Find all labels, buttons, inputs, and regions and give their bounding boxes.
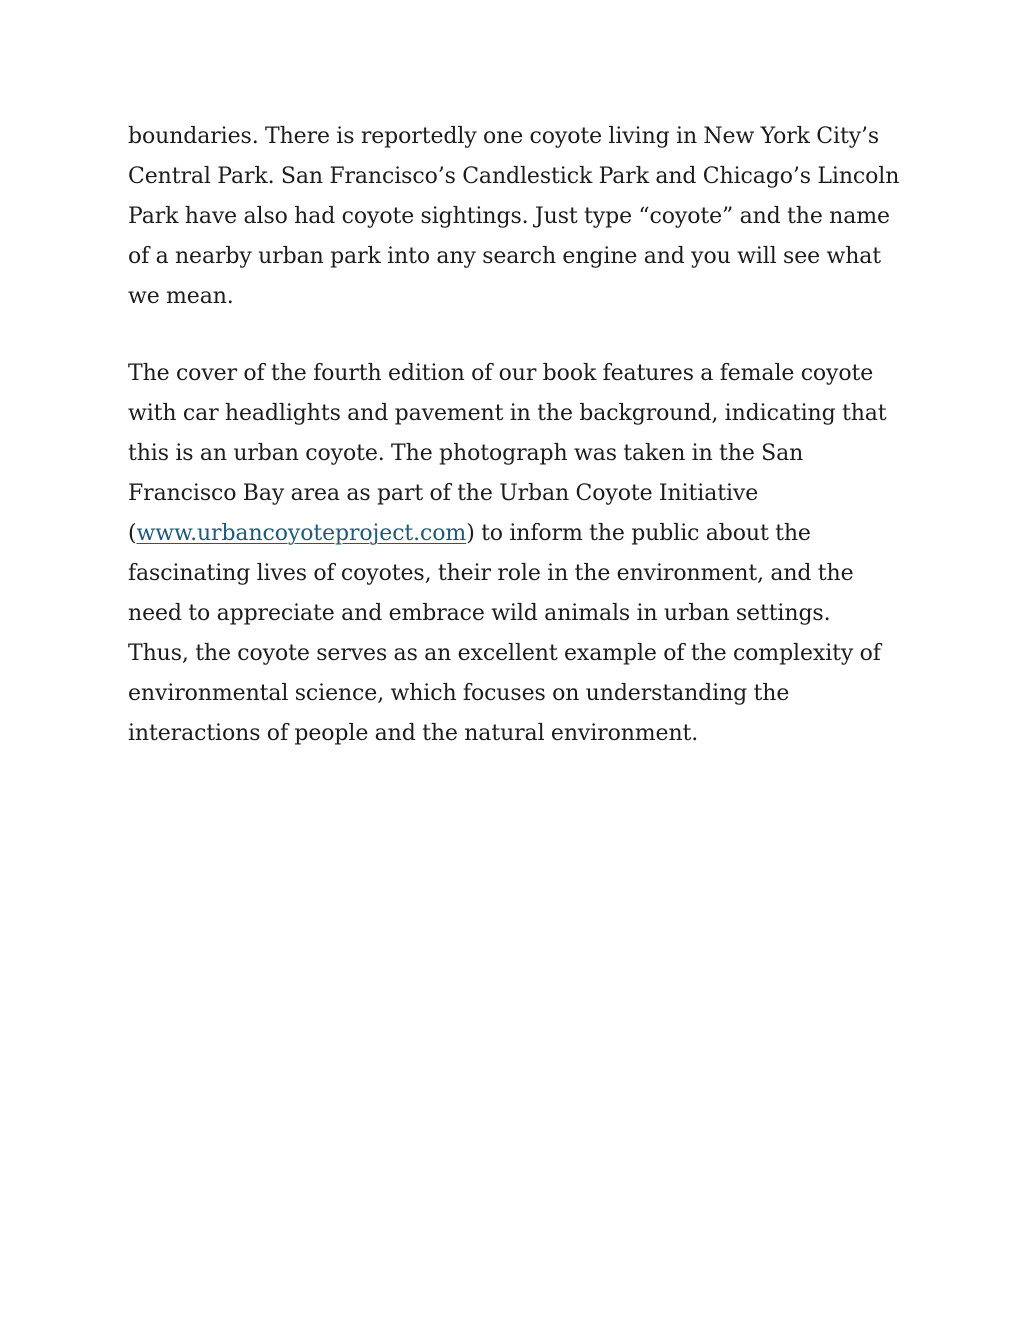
link-prefix: ( [128,521,137,546]
text-line: with car headlights and pavement in the background, indicating that [128,401,887,426]
paragraph-urban-parks [128,117,898,317]
document-page [128,117,898,754]
text-line: fascinating lives of coyotes, their role in the environment, and the [128,561,854,586]
text-line-with-link [128,514,898,554]
text-line: interactions of people and the natural environment. [128,721,699,746]
text-line: The cover of the fourth edition of our book features a female coyote [128,361,874,386]
text-line: boundaries. There is reportedly one coyote living in New York City’s [128,124,880,149]
text-line: Central Park. San Francisco’s Candlestick Park and Chicago’s Lincoln [128,164,900,189]
urban-coyote-project-link[interactable]: www.urbancoyoteproject.com [136,521,467,546]
text-line: Thus, the coyote serves as an excellent example of the complexity of [128,641,881,666]
text-line: environmental science, which focuses on understanding the [128,681,790,706]
link-suffix: ) to inform the public about the [466,521,811,546]
text-line: need to appreciate and embrace wild animals in urban settings. [128,601,831,626]
text-line: this is an urban coyote. The photograph was taken in the San [128,441,804,466]
paragraph-book-cover [128,354,898,754]
text-line: we mean. [128,284,234,309]
text-line: Francisco Bay area as part of the Urban Coyote Initiative [128,481,759,506]
text-line: of a nearby urban park into any search engine and you will see what [128,244,882,269]
text-line: Park have also had coyote sightings. Just type “coyote” and the name [128,204,890,229]
